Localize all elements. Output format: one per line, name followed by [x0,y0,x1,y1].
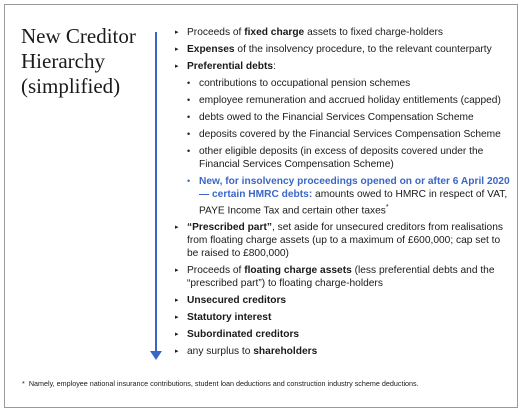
footnote-text: Namely, employee national insurance contributions, student loan deductions and construction industry scheme deductions. [28,379,419,388]
preferential-debts-sublist [175,77,510,217]
list-item-expenses: ▸ Expenses of the insolvency procedure, to the relevant counterparty [175,44,492,55]
list-item-surplus: ▸ any surplus to shareholders [175,346,318,358]
triangle-bullet-icon: ▸ [175,314,179,322]
hmrc-new-highlight: New, for insolvency proceedings opened on or after 6 April 2020 — certain HMRC debts: [199,176,510,200]
list-item-fixed-charge: ▸ Proceeds of fixed charge assets to fixed charge-holders [175,27,443,38]
hierarchy-arrow-head-icon [150,351,162,360]
sublist-item: • employee remuneration and accrued holiday entitlements (capped) [187,95,501,106]
title-line-1: New Creditor [21,24,136,48]
sublist-item-hmrc-debts: • New, for insolvency proceedings opened on or after 6 April 2020 — certain HMRC debts: amounts owed to HMRC in respect of VAT, PAYE Income Tax and certain other taxes* [187,176,510,217]
sublist-item: • contributions to occupational pension schemes [187,78,411,89]
triangle-bullet-icon: ▸ [175,331,179,339]
triangle-bullet-icon: ▸ [175,224,179,232]
diagram-title [21,24,161,99]
title-line-3: (simplified) [21,74,121,98]
footnote [22,379,512,388]
dot-bullet-icon: • [187,112,191,122]
triangle-bullet-icon: ▸ [175,348,179,356]
triangle-bullet-icon: ▸ [175,29,179,36]
sublist-item: • debts owed to the Financial Services Compensation Scheme [187,112,474,123]
triangle-bullet-icon: ▸ [175,63,179,70]
triangle-bullet-icon: ▸ [175,46,179,53]
footnote-reference: * [385,204,389,211]
list-item-preferential-debts: ▸ Preferential debts: [175,61,276,72]
list-item-subordinated-creditors: ▸ Subordinated creditors [175,329,300,341]
triangle-bullet-icon: ▸ [175,267,179,275]
list-item-unsecured-creditors: ▸ Unsecured creditors [175,295,287,307]
triangle-bullet-icon: ▸ [175,297,179,305]
list-item-statutory-interest: ▸ Statutory interest [175,312,272,324]
hierarchy-arrow-shaft [155,32,157,352]
dot-bullet-icon: • [187,95,191,105]
creditor-hierarchy-list [175,26,510,362]
list-item-floating-charge: ▸ Proceeds of floating charge assets (less preferential debts and the “prescribed part”) to floating charge-holders [175,265,495,290]
dot-bullet-icon: • [187,78,191,88]
dot-bullet-icon: • [187,129,191,139]
sublist-item: • deposits covered by the Financial Services Compensation Scheme [187,129,501,140]
title-line-2: Hierarchy [21,49,105,73]
dot-bullet-icon: • [187,176,191,186]
footnote-mark: * [22,379,25,388]
list-item-prescribed-part: ▸ “Prescribed part”, set aside for unsecured creditors from realisations from floating charge assets (up to a maximum of £600,000; cap set to be raised to £800,000) [175,222,503,260]
sublist-item: • other eligible deposits (in excess of deposits covered under the Financial Services Compensation Scheme) [187,146,484,170]
dot-bullet-icon: • [187,146,191,156]
